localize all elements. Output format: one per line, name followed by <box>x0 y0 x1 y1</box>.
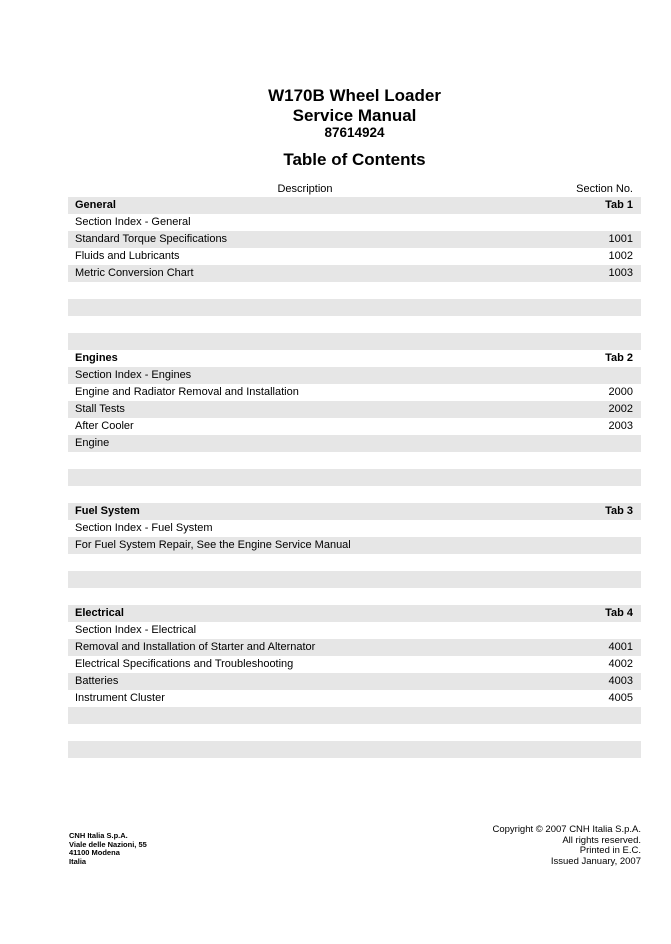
toc-row-section-number: 1001 <box>608 233 633 245</box>
toc-row-description: Section Index - Fuel System <box>75 522 213 534</box>
toc-row-description: Engine and Radiator Removal and Installation <box>75 386 299 398</box>
toc-row-description: Metric Conversion Chart <box>75 267 194 279</box>
toc-row-description: Removal and Installation of Starter and Alternator <box>75 641 316 653</box>
address-line: CNH Italia S.p.A. <box>69 831 128 840</box>
toc-row <box>68 282 641 299</box>
toc-row-description: For Fuel System Repair, See the Engine Service Manual <box>75 539 351 551</box>
toc-row <box>68 401 641 418</box>
toc-row-description: Section Index - Engines <box>75 369 192 381</box>
toc-section-header <box>68 350 641 367</box>
toc-row <box>68 707 641 724</box>
toc-row-section-number: 4001 <box>608 641 633 653</box>
toc-row-description: General <box>75 199 116 211</box>
toc-row-section-number: Tab 2 <box>605 352 633 364</box>
toc-row-description: Fluids and Lubricants <box>75 250 180 262</box>
document-subtitle: Service Manual <box>292 106 417 125</box>
toc-row-description: After Cooler <box>75 420 134 432</box>
document-title: W170B Wheel Loader <box>268 86 441 105</box>
toc-row <box>68 316 641 333</box>
toc-row <box>68 214 641 231</box>
toc-row <box>68 588 641 605</box>
toc-row-section-number: Tab 1 <box>605 199 633 211</box>
toc-row-section-number: 4003 <box>608 675 633 687</box>
toc-row <box>68 469 641 486</box>
copyright-line: All rights reserved. <box>562 834 641 846</box>
copyright-notice <box>492 825 641 867</box>
address-line: 41100 Modena <box>69 848 120 858</box>
toc-row <box>68 418 641 435</box>
copyright-line: Copyright © 2007 CNH Italia S.p.A. <box>492 824 641 835</box>
address-line: Viale delle Nazioni, 55 <box>69 839 147 849</box>
toc-row-description: Electrical <box>75 607 124 619</box>
toc-row <box>68 690 641 707</box>
toc-row-description: Engine <box>75 437 110 449</box>
address-line: Italia <box>69 856 87 866</box>
toc-row-section-number: 4002 <box>608 658 633 670</box>
toc-row-section-number: Tab 3 <box>605 505 633 517</box>
toc-row-section-number: 1003 <box>608 267 633 279</box>
toc-row-description: Stall Tests <box>75 403 125 415</box>
toc-section-header <box>68 503 641 520</box>
toc-row <box>68 622 641 639</box>
publisher-address <box>69 832 147 866</box>
toc-row <box>68 486 641 503</box>
toc-row-description: Electrical Specifications and Troubleshooting <box>75 658 294 670</box>
toc-row <box>68 435 641 452</box>
document-title-block <box>0 86 671 141</box>
toc-section-header <box>68 605 641 622</box>
copyright-line: Issued January, 2007 <box>550 855 641 867</box>
part-number: 87614924 <box>324 125 385 140</box>
toc-row <box>68 741 641 758</box>
column-header-section-no: Section No. <box>576 183 633 195</box>
toc-row-description: Section Index - Electrical <box>75 624 197 636</box>
toc-table <box>68 197 641 758</box>
toc-row <box>68 520 641 537</box>
toc-row <box>68 571 641 588</box>
column-header-description: Description <box>277 183 333 195</box>
toc-row-section-number: 1002 <box>608 250 633 262</box>
toc-row-description: Engines <box>75 352 118 364</box>
toc-row-section-number: 2003 <box>608 420 633 432</box>
toc-row-section-number: 2000 <box>608 386 633 398</box>
toc-row <box>68 673 641 690</box>
toc-section-header <box>68 197 641 214</box>
toc-row <box>68 656 641 673</box>
toc-row <box>68 231 641 248</box>
toc-row-section-number: 4005 <box>608 692 633 704</box>
copyright-line: Printed in E.C. <box>579 845 641 856</box>
toc-row-description: Instrument Cluster <box>75 692 165 704</box>
toc-row <box>68 265 641 282</box>
toc-row-description: Fuel System <box>75 505 140 517</box>
toc-row-description: Section Index - General <box>75 216 191 228</box>
toc-row <box>68 554 641 571</box>
toc-row <box>68 452 641 469</box>
toc-title: Table of Contents <box>283 150 426 169</box>
toc-row <box>68 333 641 350</box>
toc-row-description: Standard Torque Specifications <box>75 233 228 245</box>
toc-row <box>68 248 641 265</box>
toc-row <box>68 384 641 401</box>
toc-row <box>68 724 641 741</box>
toc-row <box>68 299 641 316</box>
toc-row-description: Batteries <box>75 675 119 687</box>
toc-row <box>68 537 641 554</box>
toc-row-section-number: Tab 4 <box>605 607 633 619</box>
toc-row <box>68 367 641 384</box>
toc-row-section-number: 2002 <box>608 403 633 415</box>
toc-row <box>68 639 641 656</box>
